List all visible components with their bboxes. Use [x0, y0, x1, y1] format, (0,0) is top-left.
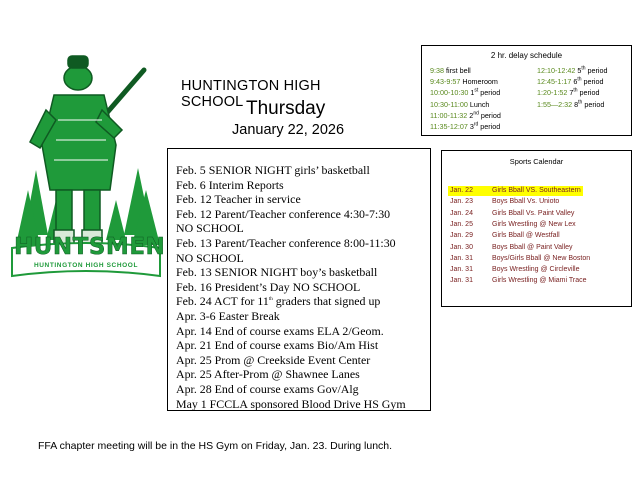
sports-date: Jan. 22 — [450, 187, 473, 194]
event-item — [176, 338, 378, 353]
delay-left-label: Lunch — [467, 99, 490, 109]
delay-right-label: 8 — [572, 99, 579, 109]
sports-row — [448, 220, 578, 230]
event-text: Apr. 25 After-Prom @ Shawnee Lanes — [176, 367, 360, 382]
delay-left-time: 11:35-12:07 — [430, 122, 468, 131]
sports-row — [448, 243, 575, 253]
event-item — [176, 192, 301, 207]
delay-left-row — [430, 122, 500, 131]
delay-left-suffix: period — [478, 88, 501, 98]
delay-right-sup: th — [573, 88, 578, 94]
sports-date: Jan. 31 — [450, 266, 473, 274]
delay-left-row — [430, 88, 500, 97]
delay-left-time: 10:00-10:30 — [430, 88, 469, 98]
sports-event: Girls Bball VS. Southeastern — [492, 187, 581, 194]
event-text: May 1 FCCLA sponsored Blood Drive HS Gym — [176, 396, 406, 411]
sports-date: Jan. 30 — [450, 243, 473, 251]
event-text: NO SCHOOL — [176, 221, 244, 236]
delay-right-time: 12:45-1:17 — [537, 77, 572, 87]
event-text: Feb. 5 SENIOR NIGHT girls’ basketball — [176, 163, 370, 177]
event-item — [176, 178, 284, 193]
day-title: Thursday — [246, 98, 326, 119]
delay-left-label: 2 — [467, 110, 474, 120]
event-text: Feb. 16 President’s Day NO SCHOOL — [176, 279, 361, 294]
delay-left-label: Homeroom — [460, 77, 498, 87]
delay-right-sup: th — [581, 65, 586, 72]
event-text: Apr. 25 Prom @ Creekside Event Center — [176, 352, 371, 367]
event-item — [176, 353, 370, 368]
footer-note: FFA chapter meeting will be in the HS Gym on Friday, Jan. 23. During lunch. — [38, 440, 393, 452]
delay-right-row — [537, 66, 608, 75]
sports-row — [448, 197, 561, 207]
delay-right-time: 1:20-1:52 — [537, 88, 568, 98]
events-box — [167, 148, 431, 411]
delay-schedule-title: 2 hr. delay schedule — [490, 51, 563, 60]
date-title: January 22, 2026 — [232, 122, 345, 138]
sports-date: Jan. 31 — [450, 277, 473, 285]
school-title: HUNTINGTON HIGH SCHOOL — [181, 78, 321, 110]
event-text: Feb. 12 Parent/Teacher conference 4:30-7:30 — [176, 206, 391, 221]
delay-right-label: 7 — [567, 88, 574, 98]
delay-right-sup: th — [577, 76, 582, 83]
event-text: Feb. 12 Teacher in service — [176, 192, 301, 207]
event-text: Apr. 14 End of course exams ELA 2/Geom. — [176, 323, 384, 338]
sports-calendar-box — [441, 150, 632, 307]
delay-left-sup: rd — [473, 121, 479, 128]
sports-date: Jan. 25 — [450, 220, 473, 228]
sports-row — [448, 265, 582, 275]
delay-left-time: 9:38 — [430, 66, 444, 75]
event-text: Apr. 28 End of course exams Gov/Alg — [176, 382, 359, 396]
delay-right-row — [537, 77, 604, 86]
sports-date: Jan. 24 — [450, 209, 473, 217]
delay-left-suffix: period — [478, 122, 501, 131]
sports-calendar-title: Sports Calendar — [509, 157, 564, 166]
event-item — [176, 207, 390, 222]
event-item — [176, 280, 360, 295]
delay-right-time: 12:10-12:42 — [537, 66, 576, 75]
delay-right-row — [537, 100, 604, 109]
sports-row — [448, 231, 562, 241]
delay-left-label: 3 — [467, 122, 474, 131]
huntsmen-logo — [6, 50, 166, 290]
logo-subtext: HUNTINGTON HIGH SCHOOL — [33, 262, 139, 269]
event-sup: th — [268, 297, 273, 303]
delay-left-sup: st — [474, 88, 479, 94]
event-item — [176, 251, 244, 266]
delay-left-suffix: period — [478, 110, 501, 120]
event-item — [176, 163, 370, 178]
delay-right-suffix: period — [581, 77, 604, 87]
delay-right-suffix: period — [577, 88, 600, 98]
event-item — [176, 309, 280, 324]
event-text: Apr. 21 End of course exams Bio/Am Hist — [176, 338, 379, 353]
event-text: Apr. 3-6 Easter Break — [176, 309, 280, 323]
delay-left-row — [430, 100, 489, 109]
sports-event: Boys/Girls Bball @ New Boston — [492, 254, 591, 262]
event-text: Feb. 24 ACT for 11 — [176, 294, 269, 309]
event-text: NO SCHOOL — [176, 250, 244, 265]
sports-event: Girls Wrestling @ New Lex — [492, 220, 576, 228]
sports-date: Jan. 29 — [450, 232, 473, 240]
event-text: Feb. 13 SENIOR NIGHT boy’s basketball — [176, 265, 378, 280]
event-item — [176, 236, 396, 251]
event-item — [176, 294, 380, 309]
delay-right-row — [537, 88, 600, 97]
event-text: Feb. 13 Parent/Teacher conference 8:00-11:30 — [176, 236, 396, 250]
delay-right-suffix: period — [585, 66, 608, 75]
sports-event: Boys Wrestling @ Circleville — [492, 266, 580, 274]
event-item — [176, 324, 384, 339]
sports-event: Boys Bball Vs. Unioto — [492, 198, 560, 206]
sports-row — [448, 276, 589, 286]
event-item — [176, 221, 244, 236]
delay-right-suffix: period — [582, 99, 605, 109]
delay-left-label: first bell — [444, 66, 471, 75]
event-text: Feb. 6 Interim Reports — [176, 177, 284, 192]
delay-left-row — [430, 77, 498, 86]
sports-event: Girls Wrestling @ Miami Trace — [492, 277, 587, 285]
delay-left-row — [430, 111, 501, 120]
event-item — [176, 265, 377, 280]
event-suffix: graders that signed up — [272, 294, 381, 309]
delay-right-sup: th — [578, 99, 583, 106]
delay-schedule-box — [421, 45, 632, 136]
sports-row — [448, 186, 583, 196]
logo-wordmark: HUNTSMEN — [14, 234, 166, 260]
sports-event: Girls Bball @ Westfall — [492, 232, 560, 240]
delay-left-label: 1 — [468, 88, 475, 98]
delay-left-time: 10:30-11:00 — [430, 99, 468, 109]
delay-left-row — [430, 66, 471, 75]
event-item — [176, 382, 359, 397]
delay-right-label: 5 — [575, 66, 582, 75]
delay-right-label: 6 — [571, 77, 578, 87]
event-item — [176, 397, 406, 412]
delay-right-time: 1:55—2:32 — [537, 99, 573, 109]
sports-row — [448, 209, 576, 219]
sports-row — [448, 254, 592, 264]
event-item — [176, 367, 360, 382]
delay-left-sup: nd — [473, 110, 479, 117]
sports-date: Jan. 31 — [450, 254, 473, 262]
delay-left-time: 11:00-11:32 — [430, 110, 468, 120]
delay-left-time: 9:43-9:57 — [430, 77, 461, 87]
sports-date: Jan. 23 — [450, 198, 473, 206]
sports-event: Girls Bball Vs. Paint Valley — [492, 209, 575, 217]
sports-event: Boys Bball @ Paint Valley — [492, 243, 573, 251]
